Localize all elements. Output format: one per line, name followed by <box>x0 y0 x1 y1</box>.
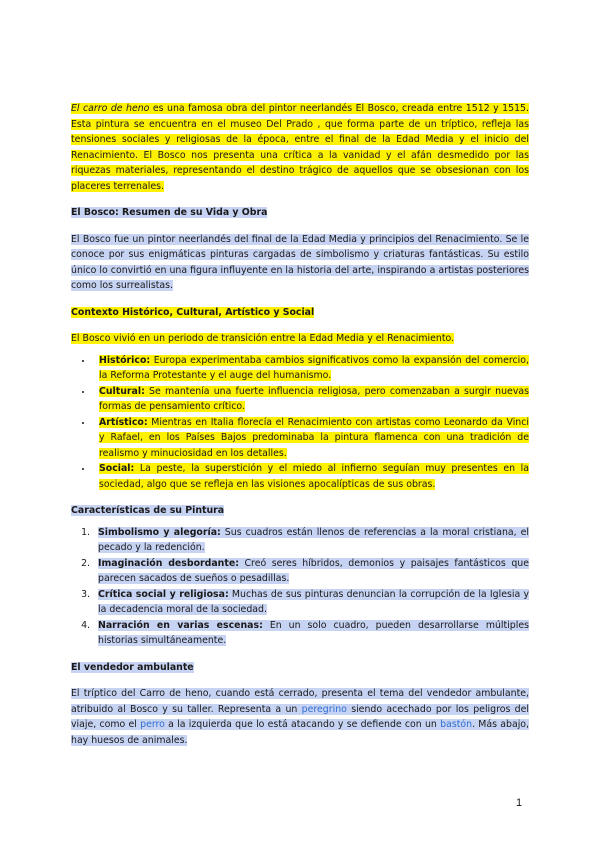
list-item: • Artístico: Mientras en Italia florecía el Renacimiento con artistas como Leonardo da Vinci y Rafael, en los Países Bajos predominaba la pintura flamenca con una tradición de realismo y minuciosidad en los detalles. <box>93 415 529 462</box>
list-item: 2. Imaginación desbordante: Creó seres híbridos, demonios y paisajes fantásticos que parecen sacados de sueños o pesadillas. <box>93 556 529 587</box>
intro-paragraph <box>71 101 529 194</box>
vendor-paragraph: El tríptico del Carro de heno, cuando está cerrado, presenta el tema del vendedor ambulante, atribuido al Bosco y su taller. Representa a un peregrino siendo acechado por los peligros del viaje, como el perro a la izquierda que lo está atacando y se defiende con un bastón. Más abajo, hay huesos de animales. <box>71 688 530 746</box>
section-heading-vendor: El vendedor ambulante <box>71 661 194 673</box>
intro-title: El carro de heno <box>71 103 150 114</box>
link-peregrino[interactable]: peregrino <box>301 703 347 715</box>
characteristics-list <box>71 525 529 649</box>
section-heading-context: Contexto Histórico, Cultural, Artístico y Social <box>71 306 315 318</box>
intro-text: es una famosa obra del pintor neerlandés El Bosco, creada entre 1512 y 1515. Esta pintura se encuentra en el museo Del Prado , que forma parte de un tríptico, refleja las tensiones sociales y religiosas de la época, entre el final de la Edad Media y el inicio del Renacimiento. El Bosco nos presenta una crítica a la vanidad y el afán desmedido por las riquezas materiales, representando el destino trágico de aquellos que se obsesionan con los placeres terrenales. <box>71 103 529 192</box>
list-item: 3. Crítica social y religiosa: Muchas de sus pinturas denuncian la corrupción de la Iglesia y la decadencia moral de la sociedad. <box>93 587 529 618</box>
document-content <box>71 101 529 748</box>
section-heading-life: El Bosco: Resumen de su Vida y Obra <box>71 207 268 218</box>
list-item: • Social: La peste, la superstición y el miedo al infierno seguían muy presentes en la sociedad, algo que se refleja en las visiones apocalípticas de sus obras. <box>93 461 529 492</box>
context-list <box>71 353 529 493</box>
life-paragraph: El Bosco fue un pintor neerlandés del final de la Edad Media y principios del Renacimiento. Se le conoce por sus enigmáticas pinturas cargadas de simbolismo y criaturas fantásticas. Su estilo único lo convirtió en una figura influyente en la historia del arte, inspirando a artistas posteriores como los surrealistas. <box>71 233 529 291</box>
section-heading-characteristics: Características de su Pintura <box>71 505 225 516</box>
link-perro[interactable]: perro <box>140 719 165 730</box>
list-item: 4. Narración en varias escenas: En un solo cuadro, pueden desarrollarse múltiples historias simultáneamente. <box>93 618 529 649</box>
page-number: 1 <box>516 797 523 809</box>
context-intro: El Bosco vivió en un periodo de transición entre la Edad Media y el Renacimiento. <box>71 333 455 344</box>
list-item: 1. Simbolismo y alegoría: Sus cuadros están llenos de referencias a la moral cristiana, el pecado y la redención. <box>93 525 529 556</box>
list-item: • Histórico: Europa experimentaba cambios significativos como la expansión del comercio, la Reforma Protestante y el auge del humanismo. <box>93 353 529 384</box>
link-baston[interactable]: bastón <box>440 719 473 730</box>
list-item: • Cultural: Se mantenía una fuerte influencia religiosa, pero comenzaban a surgir nuevas formas de pensamiento crítico. <box>93 384 529 415</box>
